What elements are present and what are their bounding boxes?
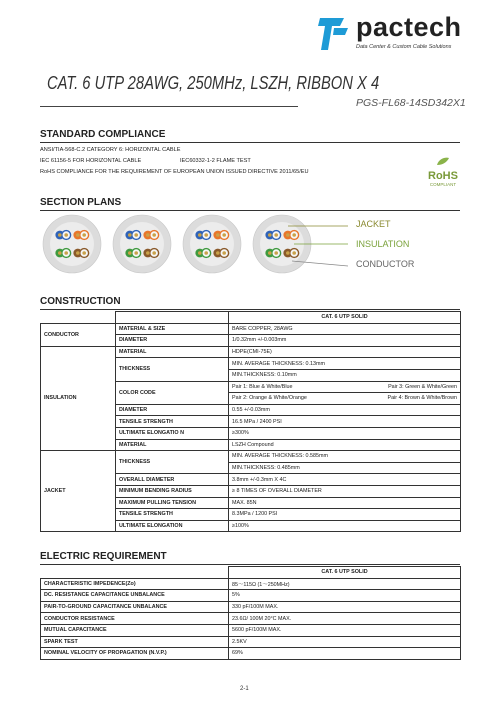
- property-value: 8.3MPa / 1200 PSI: [229, 509, 461, 521]
- copper-conductor: [216, 233, 220, 237]
- group-insulation: INSULATION: [41, 346, 116, 450]
- copper-conductor: [286, 233, 290, 237]
- page-number: 2-1: [240, 686, 249, 692]
- property-value: MIN.THICKNESS: 0.485mm: [229, 462, 461, 474]
- color-pair-2: Pair 2: Orange & White/Orange: [232, 395, 307, 402]
- property-label: MATERIAL: [116, 439, 229, 451]
- copper-conductor: [198, 233, 202, 237]
- electric-heading: ELECTRIC REQUIREMENT: [40, 551, 167, 562]
- copper-conductor: [198, 251, 202, 255]
- copper-conductor: [58, 233, 62, 237]
- section-plans-heading: SECTION PLANS: [40, 197, 122, 208]
- property-value: ≥100%: [229, 520, 461, 532]
- copper-conductor: [274, 233, 278, 237]
- compliance-line-2b: IEC60332-1-2 FLAME TEST: [180, 158, 251, 164]
- table-row: [41, 636, 461, 648]
- section-plans-rule: [40, 210, 460, 211]
- cable-cross-section: [43, 215, 101, 273]
- copper-conductor: [268, 233, 272, 237]
- table-row: [41, 567, 461, 579]
- compliance-line-1: ANSI/TIA-568-C.2 CATEGORY 6: HORIZONTAL CABLE: [40, 147, 181, 153]
- copper-conductor: [216, 251, 220, 255]
- group-jacket: JACKET: [41, 451, 116, 532]
- property-value: 5%: [229, 590, 461, 602]
- property-value: MIN. AVERAGE THICKNESS: 0.13mm: [229, 358, 461, 370]
- copper-conductor: [76, 233, 80, 237]
- property-value: 3.8mm +/-0.3mm X 4C: [229, 474, 461, 486]
- property-label: TENSILE STRENGTH: [116, 509, 229, 521]
- cable-cross-section-diagram: [36, 214, 356, 274]
- electric-column-header: CAT. 6 UTP SOLID: [229, 567, 461, 579]
- cable-cross-section: [183, 215, 241, 273]
- property-label: COLOR CODE: [116, 381, 229, 404]
- legend-conductor: CONDUCTOR: [356, 259, 415, 269]
- rohs-badge: [425, 153, 461, 187]
- property-label: DIAMETER: [116, 404, 229, 416]
- table-row: [41, 312, 461, 324]
- copper-conductor: [64, 233, 68, 237]
- property-value: MIN.THICKNESS: 0.10mm: [229, 369, 461, 381]
- copper-conductor: [76, 251, 80, 255]
- copper-conductor: [222, 233, 226, 237]
- copper-conductor: [274, 251, 278, 255]
- cable-core: [120, 222, 164, 266]
- table-row: [41, 323, 461, 335]
- property-label: PAIR-TO-GROUND CAPACITANCE UNBALANCE: [41, 601, 229, 613]
- property-label: DC. RESISTANCE CAPACITANCE UNBALANCE: [41, 590, 229, 602]
- property-value: 85～115Ω (1～250MHz): [229, 578, 461, 590]
- pactech-logo-icon: [318, 14, 352, 54]
- copper-conductor: [222, 251, 226, 255]
- construction-table: [40, 311, 461, 532]
- property-value: LSZH Compound: [229, 439, 461, 451]
- copper-conductor: [286, 251, 290, 255]
- legend-jacket: JACKET: [356, 219, 391, 229]
- color-pair-1: Pair 1: Blue & White/Blue: [232, 383, 293, 390]
- rohs-sublabel: COMPLIANT: [429, 182, 457, 187]
- property-value: ≥ 8 TIMES OF OVERALL DIAMETER: [229, 485, 461, 497]
- color-pair-4: Pair 4: Brown & White/Brown: [387, 395, 457, 402]
- property-label: ULTIMATE ELONGATION: [116, 520, 229, 532]
- property-value: 5600 pF/100M MAX.: [229, 624, 461, 636]
- table-row: [41, 590, 461, 602]
- leaf-icon: [436, 157, 450, 166]
- property-label: TENSILE STRENGTH: [116, 416, 229, 428]
- property-value: MIN. AVERAGE THICKNESS: 0.585mm: [229, 451, 461, 463]
- compliance-line-3: RoHS COMPLIANCE FOR THE REQUIREMENT OF EUROPEAN UNION ISSUED DIRECTIVE 2011/65/EU: [40, 169, 309, 175]
- table-row: [41, 451, 461, 463]
- property-label: MAXIMUM PULLING TENSION: [116, 497, 229, 509]
- property-label: MUTUAL CAPACITANCE: [41, 624, 229, 636]
- compliance-heading: STANDARD COMPLIANCE: [40, 129, 166, 140]
- group-conductor: CONDUCTOR: [41, 323, 116, 346]
- property-value: HDPE(CMI-75E): [229, 346, 461, 358]
- property-label: DIAMETER: [116, 335, 229, 347]
- electric-table: [40, 566, 461, 660]
- compliance-rule: [40, 142, 460, 143]
- table-row: [41, 648, 461, 660]
- table-row: [41, 624, 461, 636]
- table-row: [41, 578, 461, 590]
- property-value: 23.6Ω/ 100M 20°C MAX.: [229, 613, 461, 625]
- copper-conductor: [146, 233, 150, 237]
- title-underline: [40, 106, 298, 107]
- construction-rule: [40, 309, 460, 310]
- copper-conductor: [292, 233, 296, 237]
- table-row: [41, 613, 461, 625]
- copper-conductor: [58, 251, 62, 255]
- brand-tagline: Data Center & Custom Cable Solutions: [356, 44, 452, 50]
- copper-conductor: [268, 251, 272, 255]
- copper-conductor: [152, 251, 156, 255]
- cable-cross-section: [113, 215, 171, 273]
- color-pair-3: Pair 3: Green & White/Green: [388, 383, 457, 390]
- part-number: PGS-FL68-14SD342X1: [356, 97, 466, 109]
- copper-conductor: [292, 251, 296, 255]
- property-value: BARE COPPER, 28AWG: [229, 323, 461, 335]
- cable-core: [190, 222, 234, 266]
- property-value: 2.5KV: [229, 636, 461, 648]
- property-label: OVERALL DIAMETER: [116, 474, 229, 486]
- copper-conductor: [64, 251, 68, 255]
- property-label: THICKNESS: [116, 358, 229, 381]
- property-label: THICKNESS: [116, 451, 229, 474]
- rohs-label: RoHS: [428, 170, 458, 182]
- property-value: MAX. 85N: [229, 497, 461, 509]
- copper-conductor: [128, 233, 132, 237]
- property-label: MATERIAL & SIZE: [116, 323, 229, 335]
- table-row: [41, 346, 461, 358]
- property-value: 16.5 MPa / 2400 PSI: [229, 416, 461, 428]
- copper-conductor: [152, 233, 156, 237]
- table-row: [41, 601, 461, 613]
- copper-conductor: [204, 251, 208, 255]
- copper-conductor: [134, 233, 138, 237]
- property-label: MATERIAL: [116, 346, 229, 358]
- property-value: 0.55 +/-0.03mm: [229, 404, 461, 416]
- property-value: [229, 393, 461, 405]
- copper-conductor: [82, 233, 86, 237]
- property-value: [229, 381, 461, 393]
- property-label: SPARK TEST: [41, 636, 229, 648]
- copper-conductor: [82, 251, 86, 255]
- cable-core: [50, 222, 94, 266]
- construction-column-header: CAT. 6 UTP SOLID: [229, 312, 461, 324]
- property-label: CHARACTERISTIC IMPEDENCE(Zo): [41, 578, 229, 590]
- property-value: 69%: [229, 648, 461, 660]
- copper-conductor: [134, 251, 138, 255]
- copper-conductor: [128, 251, 132, 255]
- construction-heading: CONSTRUCTION: [40, 296, 121, 307]
- property-label: MINIMUM BENDING RADIUS: [116, 485, 229, 497]
- property-value: 1/0.32mm +/-0.003mm: [229, 335, 461, 347]
- property-label: ULTIMATE ELONGATIO N: [116, 427, 229, 439]
- copper-conductor: [146, 251, 150, 255]
- document-title: CAT. 6 UTP 28AWG, 250MHz, LSZH, RIBBON X 4: [47, 73, 380, 93]
- property-value: 330 pF/100M MAX.: [229, 601, 461, 613]
- brand-name: pactech: [356, 12, 462, 42]
- property-label: NOMINAL VELOCITY OF PROPAGATION (N.V.P.): [41, 648, 229, 660]
- compliance-line-2a: IEC 61156-5 FOR HORIZONTAL CABLE: [40, 158, 142, 164]
- electric-rule: [40, 564, 460, 565]
- legend-insulation: INSULATION: [356, 239, 410, 249]
- property-value: ≥300%: [229, 427, 461, 439]
- copper-conductor: [204, 233, 208, 237]
- property-label: CONDUCTOR RESISTANCE: [41, 613, 229, 625]
